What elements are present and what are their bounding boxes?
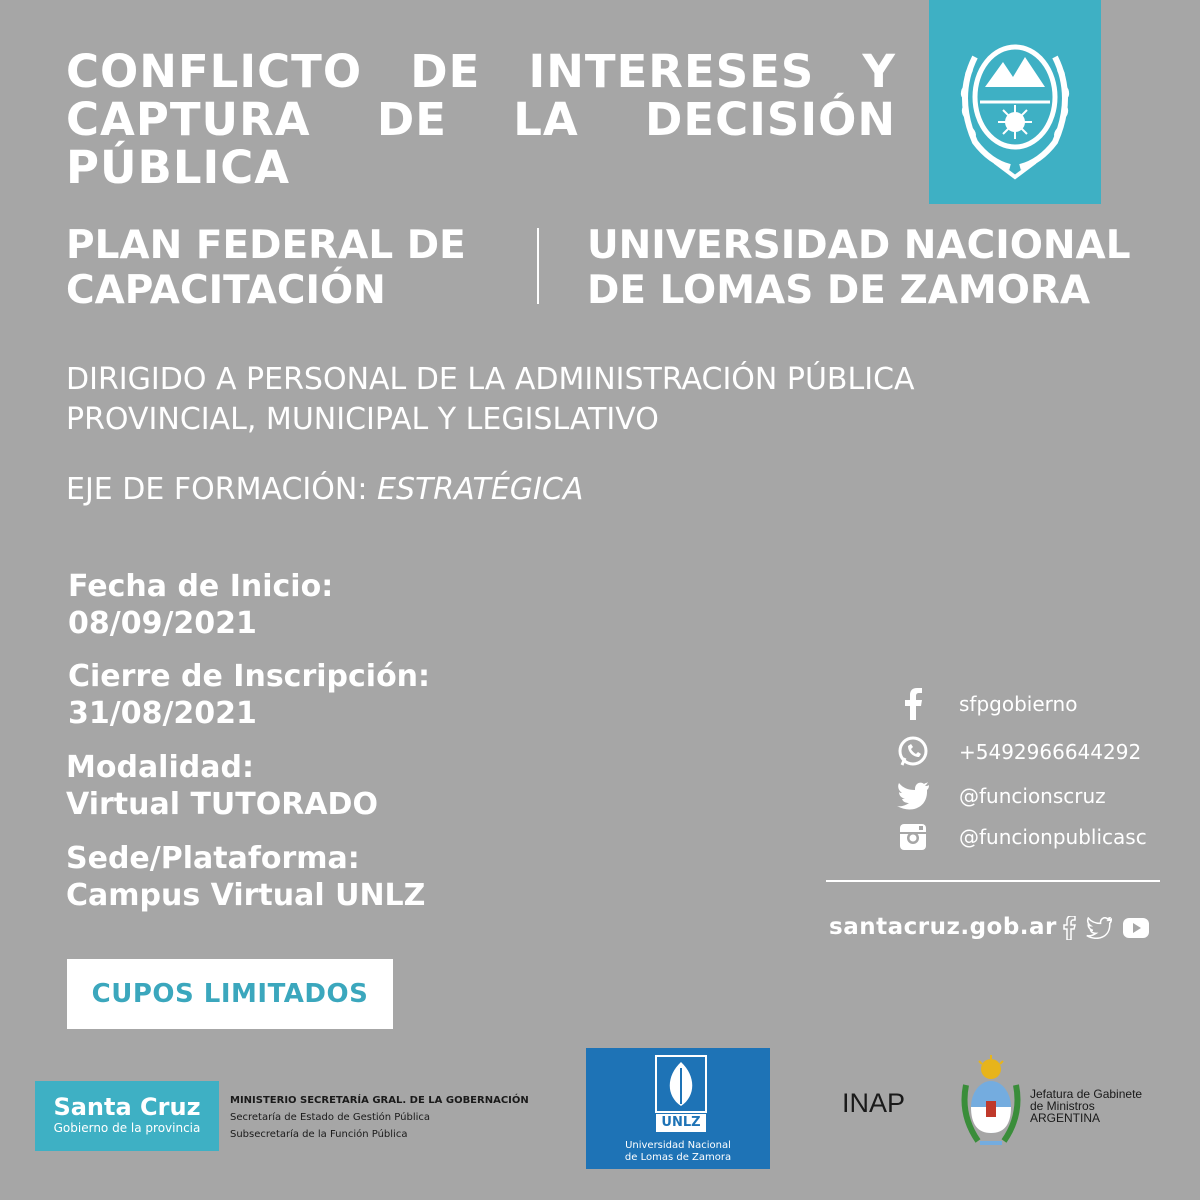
audience-line-1: DIRIGIDO A PERSONAL DE LA ADMINISTRACIÓN PÚBLICA [66,362,915,397]
argentina-crest [958,1055,1024,1151]
training-axis [66,471,583,509]
page-title: CONFLICTO DE INTERESES Y CAPTURA DE LA DECISIÓN PÚBLICA [66,45,896,194]
jefatura-line-3: ARGENTINA [1030,1111,1101,1125]
website-link[interactable]: santacruz.gob.ar [829,914,1057,940]
unlz-name-line-2: de Lomas de Zamora [624,1152,732,1163]
coat-of-arms-icon [945,17,1085,187]
footer-social-icons [1062,916,1150,940]
inap-logo: INAP [842,1088,906,1118]
unlz-name [586,1140,770,1164]
santa-cruz-name: Santa Cruz [53,1093,201,1121]
instagram-handle: @funcionpublicasc [959,825,1147,849]
modality-label: Modalidad: [66,750,254,785]
university-line-1: UNIVERSIDAD NACIONAL [587,223,1131,268]
unlz-name-line-1: Universidad Nacional [625,1140,731,1151]
registration-close [68,658,568,732]
venue-label: Sede/Plataforma: [66,841,360,876]
ministry-name: MINISTERIO SECRETARÍA GRAL. DE LA GOBERNACIÓN [230,1095,529,1106]
start-date-value: 08/09/2021 [68,606,257,641]
plan-federal-line-2: CAPACITACIÓN [66,268,386,313]
modality-value: Virtual TUTORADO [66,787,378,822]
twitter-icon [893,778,933,814]
instagram-icon [893,819,933,855]
jefatura-label [1030,1088,1142,1124]
plan-federal-label [66,223,506,313]
university-line-2: DE LOMAS DE ZAMORA [587,268,1091,313]
training-axis-value: ESTRATÉGICA [376,472,584,507]
youtube-icon[interactable] [1122,917,1150,939]
modality [66,749,566,823]
start-date [68,568,568,642]
argentina-coat-of-arms-icon [958,1055,1024,1147]
jefatura-line-1: Jefatura de Gabinete [1030,1087,1143,1101]
registration-close-label: Cierre de Inscripción: [68,659,431,694]
limited-seats-badge: CUPOS LIMITADOS [67,959,393,1029]
audience-text [66,360,1166,440]
university-label [587,223,1187,313]
santa-cruz-logo [35,1081,219,1151]
training-axis-label: EJE DE FORMACIÓN: [66,472,368,507]
social-twitter[interactable] [893,776,1173,816]
secretary-name: Secretaría de Estado de Gestión Pública [230,1112,431,1123]
unlz-logo-text: UNLZ [661,1115,701,1130]
start-date-label: Fecha de Inicio: [68,569,334,604]
registration-close-value: 31/08/2021 [68,696,257,731]
subtitle-divider [537,228,539,304]
facebook-handle: sfpgobierno [959,692,1078,716]
social-whatsapp[interactable] [893,732,1173,772]
twitter-handle: @funcionscruz [959,784,1106,808]
unlz-logo [586,1048,770,1169]
facebook-small-icon[interactable] [1062,916,1076,940]
audience-line-2: PROVINCIAL, MUNICIPAL Y LEGISLATIVO [66,402,659,437]
social-facebook[interactable] [893,684,1173,724]
facebook-icon [893,686,933,722]
plan-federal-line-1: PLAN FEDERAL DE [66,223,466,268]
venue [66,840,566,914]
jefatura-line-2: de Ministros [1030,1099,1095,1113]
ministry-info [230,1092,529,1143]
whatsapp-icon [893,734,933,770]
venue-value: Campus Virtual UNLZ [66,878,426,913]
province-seal [929,0,1101,204]
twitter-small-icon[interactable] [1086,917,1112,939]
social-divider [826,880,1160,882]
social-instagram[interactable] [893,817,1173,857]
santa-cruz-tagline: Gobierno de la provincia [53,1121,201,1135]
subsecretary-name: Subsecretaría de la Función Pública [230,1129,408,1140]
whatsapp-number: +5492966644292 [959,740,1142,764]
